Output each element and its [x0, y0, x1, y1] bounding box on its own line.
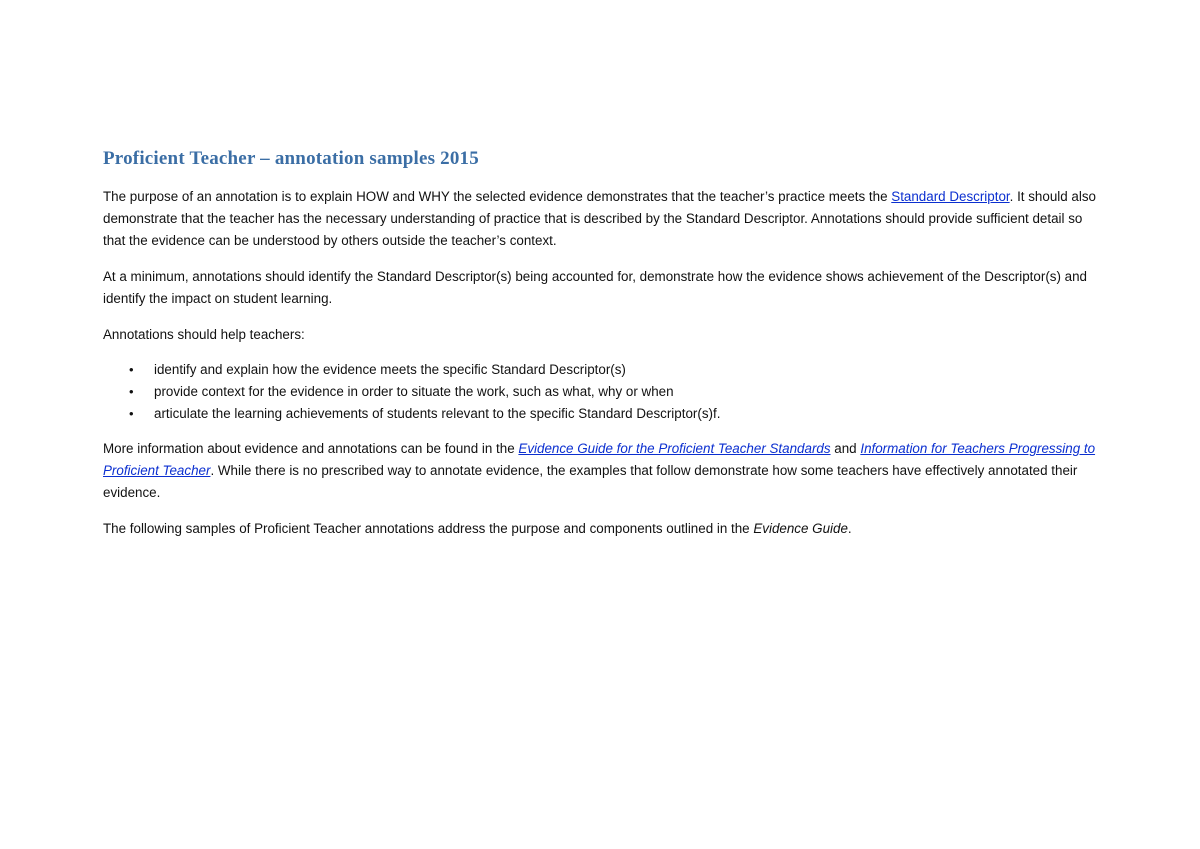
- information-for-teachers-link[interactable]: Information for Teachers Progressing to Proficient Teacher: [103, 441, 1096, 478]
- bullet-icon: •: [129, 362, 134, 377]
- list-item: [129, 403, 1103, 425]
- evidence-guide-italic: Evidence Guide: [753, 521, 848, 536]
- paragraph-purpose: [103, 186, 1103, 252]
- following-text-1: The following samples of Proficient Teacher annotations address the purpose and components outlined in the: [103, 521, 754, 536]
- document-title: Proficient Teacher – annotation samples 2015: [103, 148, 479, 169]
- paragraph-minimum: At a minimum, annotations should identify the Standard Descriptor(s) being accounted for, demonstrate how the evidence shows achievement of the Descriptor(s) and identify the impact on student learning.: [103, 269, 1087, 306]
- more-info-text-3: . While there is no prescribed way to annotate evidence, the examples that follow demonstrate how some teachers have effectively annotated their evidence.: [103, 463, 1078, 500]
- list-item: [129, 359, 1103, 381]
- standard-descriptor-link[interactable]: Standard Descriptor: [891, 189, 1010, 204]
- purpose-text-start: The purpose of an annotation is to explain HOW and WHY the selected evidence demonstrates that the teacher’s practice meets the: [103, 189, 892, 204]
- bullet-icon: •: [129, 406, 134, 421]
- list-item: [129, 381, 1103, 403]
- list-item-text: provide context for the evidence in order to situate the work, such as what, why or when: [154, 384, 674, 399]
- help-list: [103, 359, 1103, 425]
- more-info-text-1: More information about evidence and annotations can be found in the: [103, 441, 519, 456]
- bullet-icon: •: [129, 384, 134, 399]
- list-item-text: articulate the learning achievements of students relevant to the specific Standard Descriptor(s)f.: [154, 406, 721, 421]
- purpose-text-end: . It should also demonstrate that the teacher has the necessary understanding of practice that is described by the Standard Descriptor. Annotations should provide sufficient detail so that the evidence can be understood by others outside the teacher’s context.: [103, 189, 1096, 248]
- following-text-2: .: [847, 521, 852, 536]
- paragraph-help-intro: Annotations should help teachers:: [103, 327, 305, 342]
- more-info-text-2: and: [830, 441, 861, 456]
- paragraph-following-samples: [103, 518, 1103, 540]
- paragraph-more-info: [103, 438, 1103, 504]
- evidence-guide-link[interactable]: Evidence Guide for the Proficient Teacher Standards: [518, 441, 831, 456]
- document-body: [103, 148, 1103, 554]
- list-item-text: identify and explain how the evidence meets the specific Standard Descriptor(s): [154, 362, 626, 377]
